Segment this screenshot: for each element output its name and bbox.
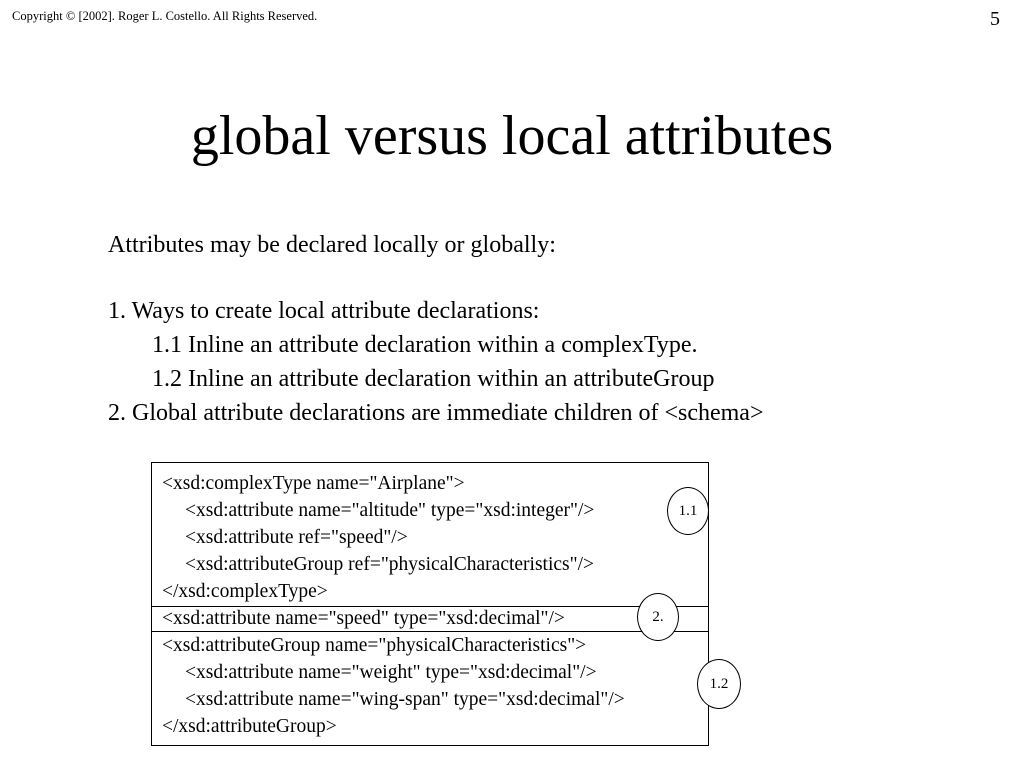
- code-line: </xsd:attributeGroup>: [162, 716, 337, 737]
- list-item-1-2: 1.2 Inline an attribute declaration within an attributeGroup: [152, 366, 715, 392]
- intro-text: Attributes may be declared locally or globally:: [108, 232, 556, 258]
- code-line: <xsd:attributeGroup name="physicalCharacteristics">: [162, 635, 587, 656]
- code-line: <xsd:attribute ref="speed"/>: [185, 527, 408, 548]
- code-line: <xsd:attribute name="altitude" type="xsd:integer"/>: [185, 500, 595, 521]
- code-line: <xsd:complexType name="Airplane">: [162, 473, 465, 494]
- page-number: 5: [990, 8, 1000, 30]
- code-line: <xsd:attribute name="speed" type="xsd:decimal"/>: [162, 608, 565, 629]
- code-line: <xsd:attribute name="weight" type="xsd:decimal"/>: [185, 662, 597, 683]
- code-section-attribute-group: [152, 632, 708, 745]
- callout-1-2: 1.2: [697, 659, 741, 709]
- code-line: <xsd:attribute name="wing-span" type="xsd:decimal"/>: [185, 689, 625, 710]
- list-item-2: 2. Global attribute declarations are immediate children of <schema>: [108, 400, 764, 426]
- code-example-box: [151, 462, 709, 746]
- list-item-1-1: 1.1 Inline an attribute declaration within a complexType.: [152, 332, 698, 358]
- list-item-1: 1. Ways to create local attribute declarations:: [108, 298, 540, 324]
- spacer: [108, 262, 764, 294]
- code-section-global-attribute: [152, 606, 708, 632]
- callout-1-1: 1.1: [667, 487, 709, 535]
- callout-2: 2.: [637, 593, 679, 641]
- code-section-complex-type: [152, 463, 708, 606]
- slide-title: global versus local attributes: [190, 105, 834, 167]
- code-line: </xsd:complexType>: [162, 581, 328, 602]
- copyright-notice: Copyright © [2002]. Roger L. Costello. All Rights Reserved.: [12, 9, 318, 23]
- code-line: <xsd:attributeGroup ref="physicalCharacteristics"/>: [185, 554, 595, 575]
- slide-body: [108, 228, 764, 430]
